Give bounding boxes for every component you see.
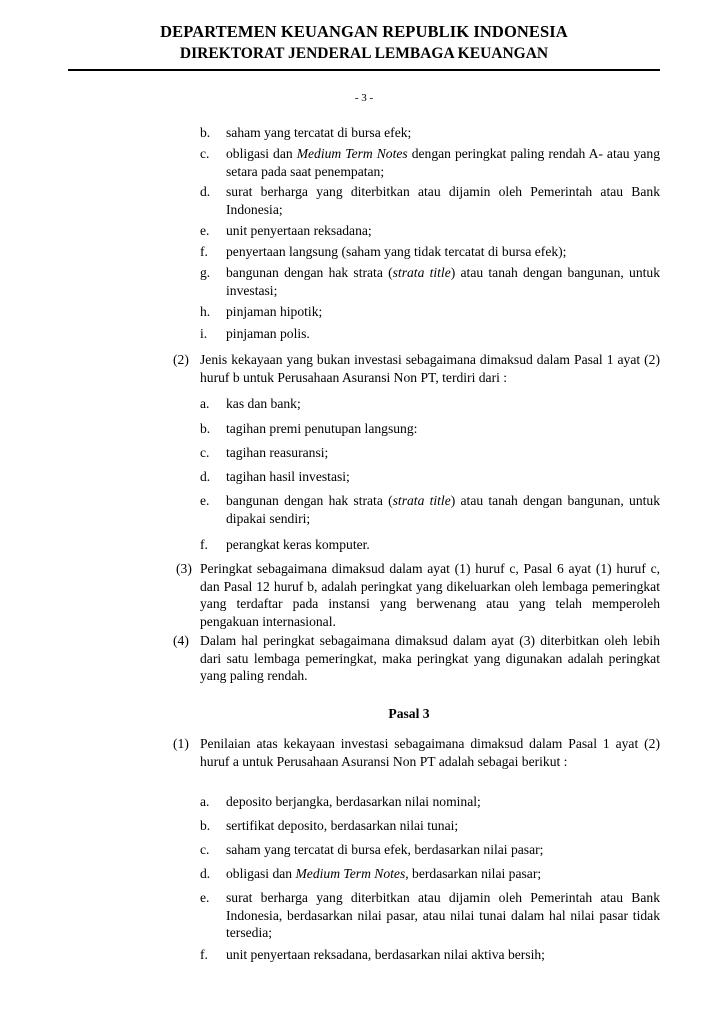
paragraph-label: (1) — [173, 736, 189, 751]
item-text: surat berharga yang diterbitkan atau dijamin oleh Pemerintah atau Bank Indonesia, berdasarkan nilai pasar, atau nilai tunai dalam hal nilai pasar tidak tersedia; — [226, 890, 660, 940]
paragraph-label: (3) — [176, 561, 192, 576]
item-label: b. — [200, 818, 211, 833]
paragraph-text: Peringkat sebagaimana dimaksud dalam ayat (1) huruf c, Pasal 6 ayat (1) huruf c, dan Pasal 12 huruf b, adalah peringkat yang dikeluarkan oleh lembaga pemeringkat yang terdaftar pada instansi yang berwenang atau yang telah memperoleh pengakuan internasional. — [200, 561, 660, 629]
item-text-part: bangunan dengan hak strata ( — [226, 493, 393, 508]
ministry-name: DEPARTEMEN KEUANGAN REPUBLIK INDONESIA — [160, 22, 568, 41]
item-text: sertifikat deposito, berdasarkan nilai tunai; — [226, 818, 459, 833]
item-text-italic: Medium Term Notes — [295, 866, 406, 881]
header-rule — [68, 69, 660, 71]
item-label: c. — [200, 146, 210, 161]
letterhead — [0, 22, 728, 64]
item-label: e. — [200, 223, 210, 238]
item-label: d. — [200, 469, 211, 484]
item-text: tagihan hasil investasi; — [226, 469, 350, 484]
item-text — [226, 865, 660, 883]
item-label: g. — [200, 265, 211, 280]
item-text-part: bangunan dengan hak strata ( — [226, 265, 393, 280]
item-label: d. — [200, 866, 211, 881]
item-label: c. — [200, 445, 210, 460]
paragraph-text: Penilaian atas kekayaan investasi sebagaimana dimaksud dalam Pasal 1 ayat (2) huruf a untuk Perusahaan Asuransi Non PT adalah sebagai berikut : — [200, 736, 660, 769]
item-label: c. — [200, 842, 210, 857]
item-label: f. — [200, 947, 208, 962]
item-label: a. — [200, 794, 210, 809]
item-text: surat berharga yang diterbitkan atau dijamin oleh Pemerintah atau Bank Indonesia; — [226, 184, 660, 217]
item-text: saham yang tercatat di bursa efek; — [226, 125, 412, 140]
item-text: tagihan reasuransi; — [226, 445, 329, 460]
item-text-part: ) atau tanah dengan bangunan, untuk investasi; — [226, 265, 660, 298]
item-text: deposito berjangka, berdasarkan nilai nominal; — [226, 794, 481, 809]
item-label: h. — [200, 304, 211, 319]
item-text: pinjaman polis. — [226, 326, 310, 341]
item-label: f. — [200, 537, 208, 552]
item-text: unit penyertaan reksadana, berdasarkan nilai aktiva bersih; — [226, 947, 545, 962]
item-text-part: dengan peringkat paling rendah A- atau yang setara pada saat penempatan; — [226, 146, 660, 179]
item-text: pinjaman hipotik; — [226, 304, 323, 319]
item-label: i. — [200, 326, 208, 341]
directorate-name: DIREKTORAT JENDERAL LEMBAGA KEUANGAN — [179, 45, 549, 62]
item-label: e. — [200, 890, 210, 905]
item-text — [226, 264, 660, 299]
item-text: unit penyertaan reksadana; — [226, 223, 372, 238]
item-text-italic: Medium Term Notes — [296, 146, 408, 161]
item-label: a. — [200, 396, 210, 411]
item-label: b. — [200, 421, 211, 436]
item-text: perangkat keras komputer. — [226, 537, 370, 552]
item-label: e. — [200, 493, 210, 508]
item-text-italic: strata title — [392, 493, 451, 508]
paragraph-label: (4) — [173, 633, 189, 648]
item-text-italic: strata title — [392, 265, 451, 280]
item-text-part: obligasi dan — [226, 866, 296, 881]
paragraph-text: Jenis kekayaan yang bukan investasi sebagaimana dimaksud dalam Pasal 1 ayat (2) huruf b untuk Perusahaan Asuransi Non PT, terdiri dari : — [200, 352, 660, 385]
item-text-part: , berdasarkan nilai pasar; — [405, 866, 542, 881]
item-label: f. — [200, 244, 208, 259]
item-text — [226, 492, 660, 527]
item-text-part: ) atau tanah dengan bangunan, untuk dipakai sendiri; — [226, 493, 660, 526]
page-number: - 3 - — [354, 92, 374, 104]
item-text: saham yang tercatat di bursa efek, berdasarkan nilai pasar; — [226, 842, 544, 857]
item-label: b. — [200, 125, 211, 140]
item-label: d. — [200, 184, 211, 199]
paragraph-text: Dalam hal peringkat sebagaimana dimaksud dalam ayat (3) diterbitkan oleh lebih dari satu lembaga pemeringkat, maka peringkat yang digunakan adalah peringkat yang paling rendah. — [200, 633, 660, 683]
paragraph-label: (2) — [173, 352, 189, 367]
item-text — [226, 145, 660, 180]
item-text: tagihan premi penutupan langsung: — [226, 421, 418, 436]
section-heading: Pasal 3 — [388, 706, 430, 721]
item-text: penyertaan langsung (saham yang tidak tercatat di bursa efek); — [226, 244, 567, 259]
item-text: kas dan bank; — [226, 396, 301, 411]
item-text-part: obligasi dan — [226, 146, 297, 161]
